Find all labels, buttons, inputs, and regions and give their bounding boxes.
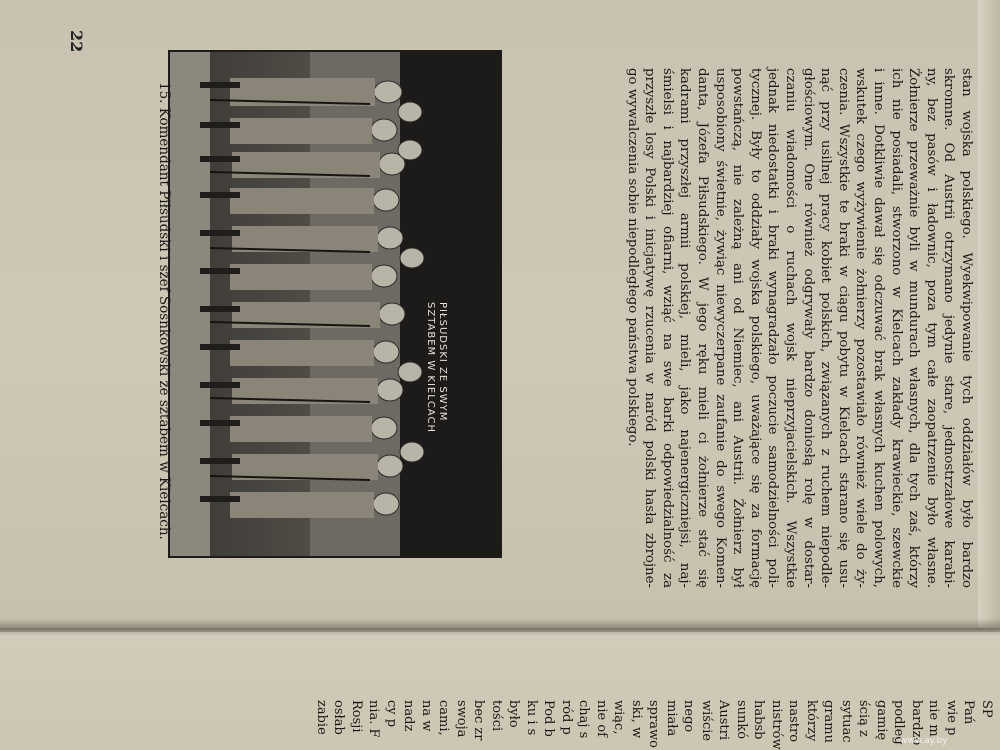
next-page-line: nadz [401,700,417,732]
next-page-line: osłab [331,700,347,735]
caption-line: 15. Komendant Piłsudski i szef Sosnkowski ze sztabem w Kielcach. [156,82,172,540]
next-page-line: ścią z [856,700,872,737]
next-page-line: swoja [454,700,469,738]
next-page-line: sprawo [646,700,662,748]
text-line: tycznej. Były to oddziały wojska polskiego, uważające się za formację [747,68,763,588]
next-page-line: wiście [699,700,714,742]
next-page-line: tości [489,700,504,732]
next-page-line: gramu [821,700,837,743]
next-page-line: ród p [559,700,574,735]
page-fold [0,618,1000,636]
text-line: nąć przy usilnej pracy kobiet polskich, związanych z ruchem niepodle- [818,68,834,588]
book-edge [978,0,1000,628]
text-line: ich nie posiadali, stworzono w Kielcach zakłady krawieckie, szewckie [888,68,904,588]
next-page-line: cami, [436,700,452,736]
next-page-line: nastro [786,700,802,743]
next-page-text [313,700,996,750]
photo-inscription-line: SZTABEM W KIELCACH [425,302,436,433]
next-page-line: sytuac [839,700,854,743]
next-page-line: nia. F [366,700,382,738]
next-page-line: bardzo [909,700,924,746]
text-line: śmielsi i najbardziej ofiarni, wziąć na swe barki odpowiedzialność za [659,68,675,588]
next-page-line: zabie [314,700,329,735]
next-page-line: sunkó [734,700,749,740]
text-line: kadrami przyszłej armii polskiej, mieli, jako najenergiczniejsi, naj- [677,68,693,588]
next-page-line: którzy [804,700,819,742]
text-line: powstańczą, nie zależną ani od Niemiec, ani Austrii. Żołnierz był [730,68,746,588]
next-page-line: gamię [874,700,889,741]
soldiers-image [170,52,500,556]
next-page-line: SP [979,700,994,718]
text-line: stan wojska polskiego. Wyekwipowanie tych oddziałów było bardzo [959,68,974,588]
body-text [623,68,975,588]
next-page-line: cy p [384,700,399,728]
text-line: danta, Józefa Piłsudskiego. W jego ręku mieli ci żołnierze stać się [695,68,711,588]
text-line: ny, bez pasów i ładownic, poza tym całe zaopatrzenie było własne. [923,68,939,588]
next-page-line: było [506,700,522,728]
next-page-line: nego [681,700,697,733]
text-line: czaniu wiadomości o ruchach wojsk nieprzyjacielskich. Wszystkie [783,68,799,588]
figure-caption [155,82,172,542]
watermark: www.ay.by [900,736,948,746]
next-page-line: ski, w [629,700,644,739]
photo-inscription [424,302,448,433]
next-page-line: Rosji [349,700,364,733]
next-page-line: wie p [944,700,959,736]
next-page-line: Pod b [541,700,557,737]
next-page-line: habsb [751,700,767,740]
text-line: czenia. Wszystkie te braki w ciągu pobytu w Kielcach starano się usu- [835,68,851,588]
text-line: usposobiony świetnie, żywiąc niewyczerpane zaufanie do swego Komen- [712,68,728,588]
next-page-line: na w [419,700,434,732]
text-line: i inne. Dotkliwie dawał się odczuwać brak własnych kuchen polowych, [871,68,887,588]
text-line: Żołnierze przeważnie byli w mundurach własnych, dla tych zaś, którzy [906,68,922,588]
text-line: wskutek czego wyżywienie żołnierzy pozostawiało również wiele do ży- [853,68,869,588]
next-page-line: ku i s [524,700,539,736]
next-page-line: miała [664,700,679,737]
next-page-line: podleg [891,700,907,745]
next-page-line: nistrów [769,700,784,750]
text-line: skromne. Od Austrii otrzymano jedynie stare, jednostrzałowe karabi- [941,68,957,588]
next-page-line: Pań [961,700,977,725]
next-page-line: bec zr [471,700,487,741]
text-line: go wywalczenia sobie niepodległego państwa polskiego. [624,68,640,447]
next-page-line: Austri [716,700,732,741]
photo-inscription-line: PIŁSUDSKI ZE SWYM [437,302,448,422]
next-page-line: nie of [594,700,609,737]
next-page-line: wiąc, [611,700,627,735]
text-line: jednak niedostatki i braki wynagradzało poczucie samodzielności poli- [765,68,781,588]
text-line: głościowym. One również odgrywały bardzo doniosłą rolę w dostar- [800,68,816,588]
group-photograph [168,50,502,558]
next-page-line: chaj s [576,700,592,739]
page-number: 22 [67,30,86,53]
next-page-line: nie m [926,700,942,737]
text-line: przyszłe losy Polski i inicjatywę rzucenia w naród polski hasła zbrojne- [642,68,658,588]
